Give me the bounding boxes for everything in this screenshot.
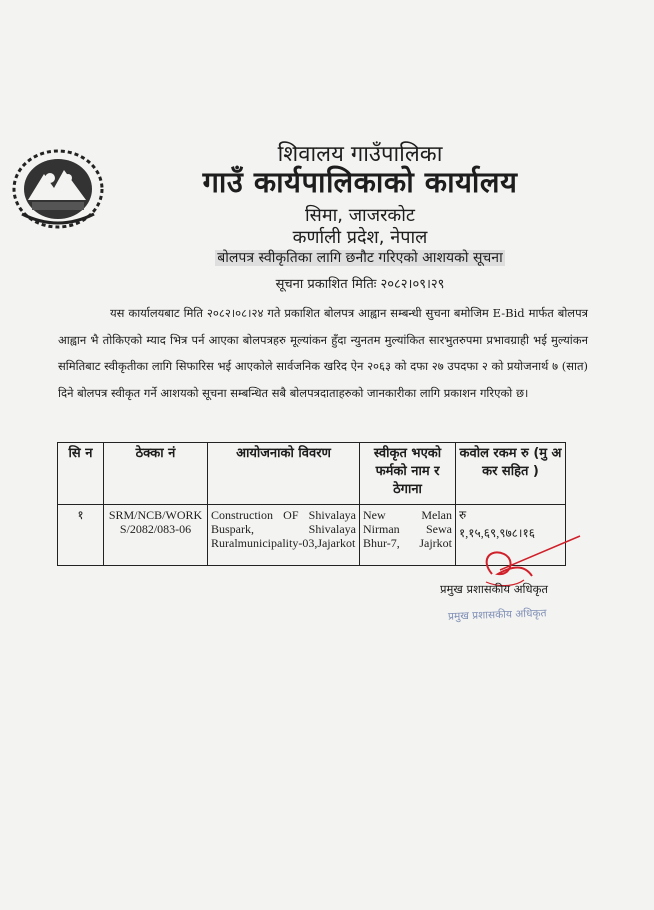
header-firm: स्वीकृत भएको फर्मको नाम र ठेगाना bbox=[360, 443, 456, 505]
notice-subject bbox=[110, 248, 610, 267]
government-emblem-icon bbox=[10, 148, 106, 230]
municipality-name: शिवालय गाउँपालिका bbox=[277, 142, 443, 167]
office-address: सिमा, जाजरकोट bbox=[305, 205, 415, 226]
province-country: कर्णाली प्रदेश, नेपाल bbox=[292, 227, 428, 248]
cell-project: Construction OF Shivalaya Buspark, Shivalaya Ruralmunicipality-03,Jajarkot bbox=[208, 505, 360, 566]
notice-paragraph: यस कार्यालयबाट मिति २०८२।०८।२४ गते प्रकाशित बोलपत्र आह्वान सम्बन्धी सुचना बमोजिम E-Bid मार्फत बोलपत्र आह्वान भै तोकिएको म्याद भित्र पर्न आएका बोलपत्रहरु मूल्यांकन हुँदा न्युनतम मुल्यांकित सारभुतरुपमा प्रभावग्राही भई मुल्यांकन समितिबाट स्वीकृतीका लागि सिफारिस भई आएकोले सार्वजनिक खरिद ऐन २०६३ को दफा २७ उपदफा २ को प्रयोजनार्थ ७ (सात) दिने बोलपत्र स्वीकृत गर्ने आशयको सूचना सम्बन्धित सबै बोलपत्रदाताहरुको जानकारीका लागि प्रकाशन गरिएको छ। bbox=[58, 306, 588, 400]
signature-icon bbox=[420, 530, 590, 610]
header-project: आयोजनाको विवरण bbox=[208, 443, 360, 505]
table-header-row bbox=[58, 443, 566, 505]
official-stamp: प्रमुख प्रशासकीय अधिकृत bbox=[447, 607, 547, 623]
header-amount: कवोल रकम रु (मु अ कर सहित ) bbox=[456, 443, 566, 505]
cell-contract-no: SRM/NCB/WORKS/2082/083-06 bbox=[104, 505, 208, 566]
amount-value: १,१५,६९,९७८।१६ bbox=[459, 526, 535, 540]
office-title: गाउँ कार्यपालिकाको कार्यालय bbox=[202, 165, 518, 199]
cell-sn: १ bbox=[58, 505, 104, 566]
notice-subject-text: बोलपत्र स्वीकृतिका लागि छनौट गरिएको आशयको सूचना bbox=[217, 250, 503, 266]
header-sn: सि न bbox=[58, 443, 104, 505]
amount-currency: रु bbox=[459, 508, 467, 522]
header-contract-no: ठेक्का नं bbox=[104, 443, 208, 505]
cell-firm: New Melan Nirman Sewa Bhur-7, Jajrkot bbox=[360, 505, 456, 566]
signatory-title: प्रमुख प्रशासकीय अधिकृत bbox=[440, 582, 548, 596]
publish-date: सूचना प्रकाशित मितिः २०८२।०९।२९ bbox=[275, 277, 445, 292]
